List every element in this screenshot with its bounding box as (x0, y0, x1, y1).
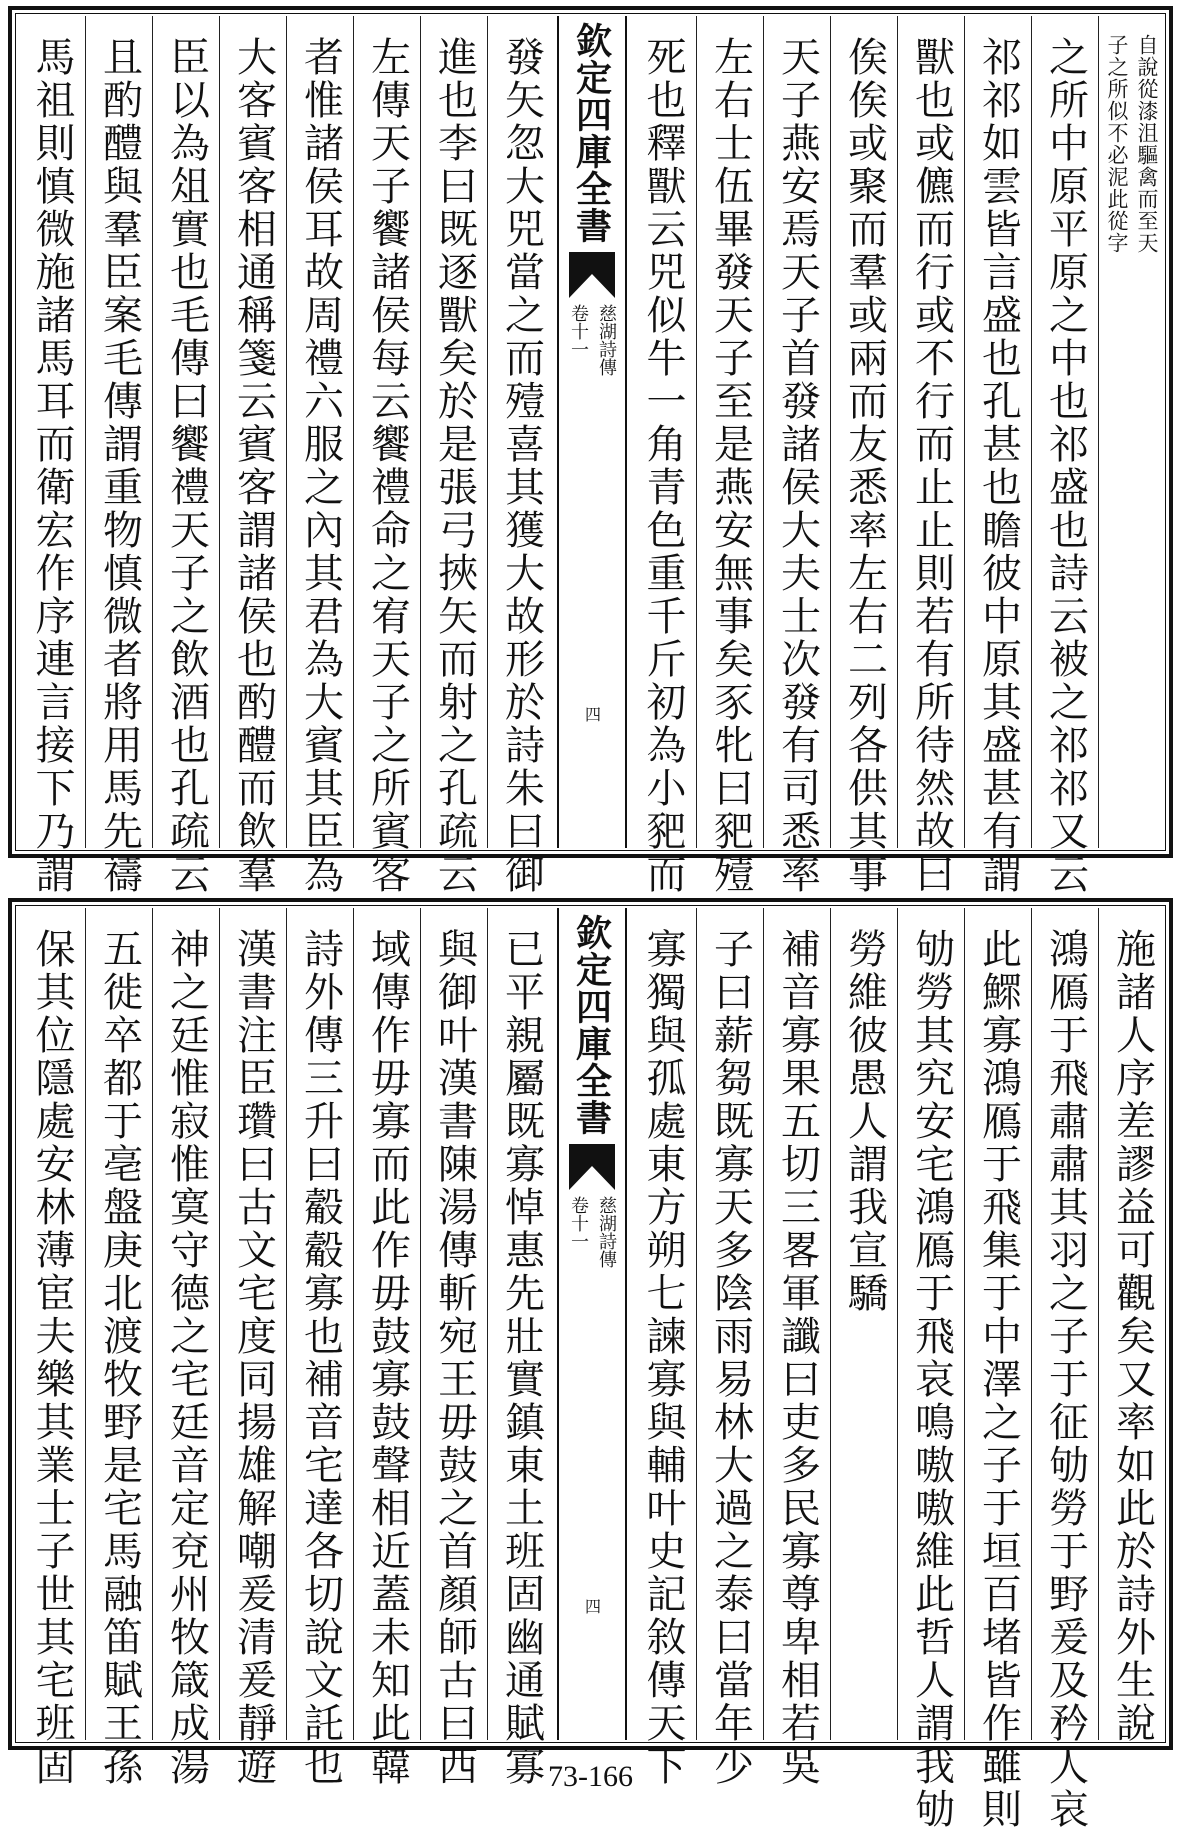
page-number: 73-166 (548, 1760, 633, 1793)
column-text: 五徙卒都于亳盤庚北渡牧野是宅馬融笛賦王孫 (96, 928, 143, 1788)
center-margin (557, 16, 627, 848)
column-text: 天子燕安焉天子首發諸侯大夫士次發有司悉率 (774, 36, 821, 896)
text-column (18, 908, 85, 1788)
column-text: 大客賓客相通稱箋云賓客謂諸侯也酌醴而飲羣 (230, 36, 277, 896)
text-column (85, 908, 152, 1788)
text-column (897, 908, 964, 1831)
text-column (487, 908, 554, 1788)
text-column (696, 16, 763, 896)
text-column (152, 908, 219, 1788)
leaf-number: 四 (582, 1598, 602, 1614)
column-text: 者惟諸侯耳故周禮六服之內其君為大賓其臣為 (297, 36, 344, 896)
fish-tail-mark-icon (569, 252, 615, 298)
volume-number: 卷十一 (568, 304, 589, 358)
column-text: 俟俟或聚而羣或兩而友悉率左右二列各供其事 (841, 36, 888, 896)
column-text: 漢書注臣瓚曰古文宅度同揚雄解嘲爰清爰靜遊 (230, 928, 277, 1788)
collection-title: 欽定四庫全書 (570, 914, 613, 1136)
column-text: 神之廷惟寂惟寞守德之宅廷音定兗州牧箴成湯 (163, 928, 210, 1788)
bottom-right-half (625, 908, 1165, 1831)
column-text: 補音寡果五切三畧軍讖曰吏多民寡尊卑相若吳 (774, 928, 821, 1788)
column-text: 保其位隱處安林薄宦夫樂其業士子世其宅班固 (29, 928, 75, 1788)
text-column (1031, 908, 1098, 1831)
text-column (286, 16, 353, 896)
column-text: 馬祖則慎微施諸馬耳而衛宏作序連言接下乃謂 (29, 36, 75, 896)
text-column (629, 16, 696, 896)
leaf-number: 四 (582, 706, 602, 722)
text-column (763, 16, 830, 896)
text-column (219, 908, 286, 1788)
column-text: 勞維彼愚人謂我宣驕 (841, 928, 888, 1315)
column-text: 祁祁如雲皆言盛也孔甚也瞻彼中原其盛甚有謂 (975, 36, 1022, 896)
column-text: 詩外傳三升曰觳觳寡也補音宅達各切說文託也 (297, 928, 344, 1788)
column-text: 此鰥寡鴻鴈于飛集于中澤之子于垣百堵皆作雖則 (975, 928, 1022, 1831)
text-column (763, 908, 830, 1788)
text-column (964, 908, 1031, 1831)
text-column (830, 908, 897, 1740)
column-text: 且酌醴與羣臣案毛傳謂重物慎微者將用馬先禱 (96, 36, 143, 896)
column-text: 死也釋獸云兕似牛一角青色重千斤初為小豝而 (640, 36, 686, 896)
column-text: 左右士伍畢發天子至是燕安無事矣豕牝曰豝殪 (707, 36, 754, 896)
top-right-half (625, 16, 1165, 896)
top-left-half (14, 16, 554, 896)
collection-title: 欽定四庫全書 (570, 22, 613, 244)
volume-label (565, 1196, 619, 1268)
text-column (85, 16, 152, 896)
text-column (1031, 16, 1098, 896)
column-text: 進也李曰既逐獸矣於是張弓挾矢而射之孔疏云 (431, 36, 478, 896)
text-column (1098, 16, 1165, 848)
volume-label (565, 304, 619, 376)
column-text: 施諸人序差謬益可觀矣又率如此於詩外生說 (1109, 928, 1156, 1745)
text-column (696, 908, 763, 1788)
center-margin (557, 908, 627, 1740)
annotation-line: 自說從漆沮驅禽而至天 (1135, 34, 1159, 254)
column-text: 已平親屬既寡悼惠先壯實鎮東土班固幽通賦寡 (498, 928, 545, 1788)
text-column (629, 908, 696, 1788)
fish-tail-mark-icon (569, 1144, 615, 1190)
column-text: 左傳天子饗諸侯每云饗禮命之宥天子之所賓客 (364, 36, 411, 896)
column-text: 劬勞其究安宅鴻鴈于飛哀鳴嗷嗷維此哲人謂我劬 (908, 928, 955, 1831)
text-column (420, 908, 487, 1788)
text-column (18, 16, 85, 896)
column-text: 之所中原平原之中也祁盛也詩云被之祁祁又云 (1042, 36, 1089, 896)
text-column (897, 16, 964, 896)
text-column (830, 16, 897, 896)
volume-number: 卷十一 (568, 1196, 589, 1250)
column-text: 子曰薪芻既寡天多陰雨易林大過之泰曰當年少 (707, 928, 754, 1788)
column-text: 與御叶漢書陳湯傳斬宛王毋鼓之首顏師古曰西 (431, 928, 478, 1788)
column-text: 臣以為俎實也毛傳曰饗禮天子之飲酒也孔疏云 (163, 36, 210, 896)
text-column (420, 16, 487, 896)
book-title: 慈湖詩傳 (596, 304, 617, 376)
column-text: 寡獨與孤處東方朔七諫寡與輔叶史記敘傳天下 (640, 928, 686, 1788)
book-title: 慈湖詩傳 (596, 1196, 617, 1268)
bottom-left-half (14, 908, 554, 1788)
text-column (353, 16, 420, 896)
text-column (1098, 908, 1165, 1745)
text-column (286, 908, 353, 1788)
column-text: 鴻鴈于飛肅肅其羽之子于征劬勞于野爰及矜人哀 (1042, 928, 1089, 1831)
annotation-line: 子之所似不必泥此從字 (1105, 34, 1129, 254)
top-page-frame (8, 6, 1173, 896)
text-column (353, 908, 420, 1788)
column-text: 域傳作毋寡而此作毋鼓寡鼓聲相近蓋未知此韓 (364, 928, 411, 1788)
text-column (152, 16, 219, 896)
text-column (964, 16, 1031, 896)
text-column (487, 16, 554, 896)
column-text: 獸也或儦而行或不行而止止則若有所待然故曰 (908, 36, 955, 896)
text-column (219, 16, 286, 896)
column-text: 發矢忽大兕當之而殪喜其獲大故形於詩朱曰御 (498, 36, 545, 896)
